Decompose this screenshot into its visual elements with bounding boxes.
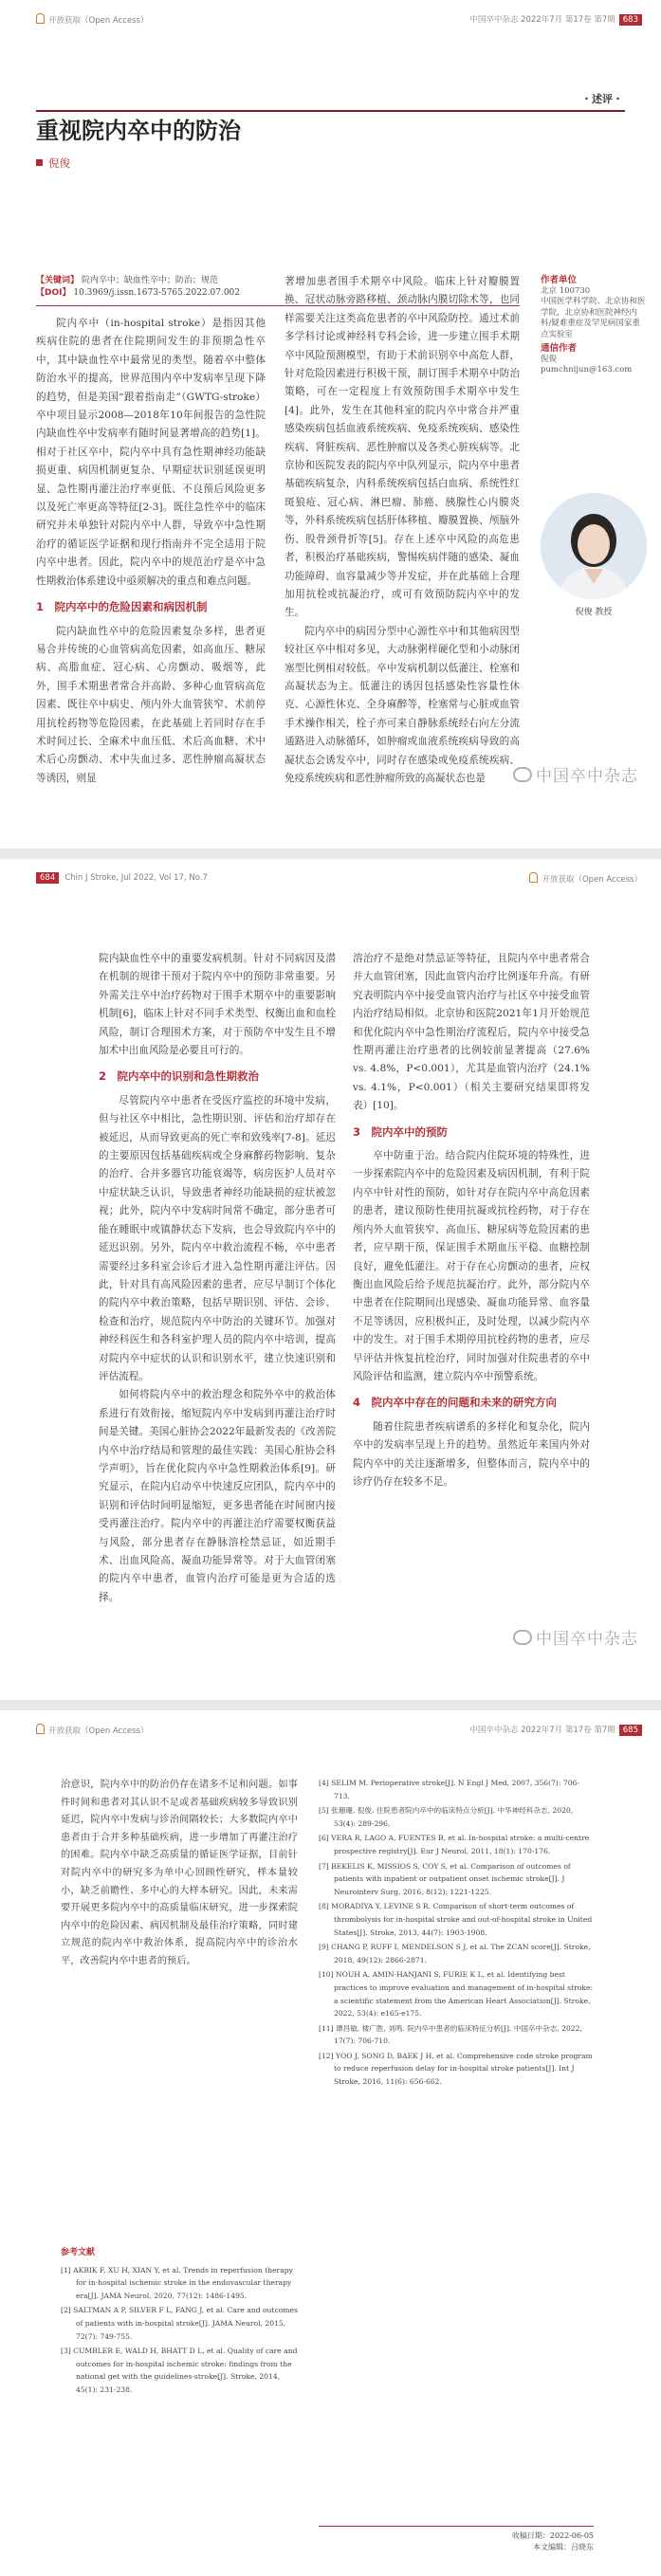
page-number: 683 [619, 14, 642, 26]
body-paragraph: 尽管院内卒中患者在受医疗监控的环境中发病，但与社区卒中相比，急性期识别、评估和治疗却存在被延迟，从而导致更高的死亡率和致残率[7-8]。延迟的主要原因包括基础疾病或全身麻醉药物影响、复杂的治疗、合并多器官功能衰竭等，病房医护人员对卒中症状缺乏认识，导致患者神经功能缺损的症状被忽视；此外，院内卒中发病时间常不确定，部分患者可能在睡眠中或镇静状态下发病，也会导致院内卒中的延迟识别。另外，院内卒中救治流程不畅，卒中患者需要经过多科室会诊后才进入急性期再灌注评估。因此，针对具有高风险因素的患者，应尽早制订个体化的院内卒中救治策略，包括早期识别、评估、会诊、检查和治疗，规范院内卒中防治的关键环节。加强对神经科医生和各科室护理人员的院内卒中培训，提高对院内卒中症状的认识和识别水平，建立快速识别和评估流程。 [99, 1094, 336, 1382]
reference-item: [10] NOUH A, AMIN-HANJANI S, FURIE K L, et al. Identifying best practices to improve evaluation and management of in-hospital stroke: a scientific statement from the American Heart Association[J]. Stroke, 2022, 53(4): e165-e175. [319, 1970, 594, 2019]
reference-item: [7] BEKELIS K, MISSIOS S, COY S, et al. Comparison of outcomes of patients with inpatient or outpatient onset ischemic stroke[J]. J Neurointerv Surg, 2016, 8(12): 1221-1225. [319, 1861, 571, 1896]
p1-left-block [36, 315, 266, 788]
p2-right-column [353, 950, 590, 1491]
article-footer [319, 2526, 594, 2553]
reference-item: [9] CHANG P, RUFF I, MENDELSON S J, et al. The ZCAN score[J]. Stroke, 2018, 49(12): 2866-2871. [319, 1943, 591, 1964]
keywords: 院内卒中；缺血性卒中；防治；规范 [81, 276, 218, 285]
page-number: 684 [36, 872, 59, 884]
keywords-label: 【关键词】 [36, 276, 80, 285]
references-left [61, 2247, 298, 2399]
body-paragraph: 院内缺血性卒中的危险因素复杂多样，患者更易合并传统的心血管病高危因素，如高血压、糖尿病、高脂血症、冠心病、心房颤动、吸烟等，此外，围手术期患者常合并高龄、多种心血管病高危因素、既往卒中病史、颅内外大血管狭窄、术前停用抗栓药物等危险因素，在此基础上若同时存在手术时间过长、全麻术中血压低、术后高血糖、术中术后心房颤动、术中失血过多、恶性肿瘤高凝状态等诱因，则显 [36, 625, 266, 784]
p2-left-column [99, 950, 336, 1607]
body-paragraph: 随着住院患者疾病谱系的多样化和复杂化，院内卒中的发病率呈现上升的趋势。虽然近年来国内外对院内卒中的关注逐渐增多，但整体而言，院内卒中的诊疗仍存在较多不足。 [353, 1420, 590, 1488]
article-title: 重视院内卒中的防治 [36, 118, 241, 144]
watermark-text: 中国卒中杂志 [536, 1630, 638, 1649]
reference-item: [2] SALTMAN A P, SILVER F L, FANG J, et al. Care and outcomes of patients with in-hospital stroke[J]. JAMA Neurol, 2015, 72(7): 749-755. [61, 2306, 298, 2341]
body-paragraph: 溶治疗不是绝对禁忌证等特征，且院内卒中患者常合并大血管闭塞，因此血管内治疗比例逐年升高。有研究表明院内卒中接受血管内治疗与社区卒中接受血管内治疗结局相似。北京协和医院2021年1月开始规范和优化院内卒中急性期治疗流程后，院内卒中接受急性期再灌注治疗患者的比例较前显著提高（27.6% vs. 4.8%，P<0.001），尤其是血管内治疗（24.1% vs. 4.1%，P<0.001）（相关主要研究结果即将发表）[10]。 [353, 953, 590, 1112]
doi[interactable]: 10.3969/j.issn.1673-5765.2022.07.002 [73, 288, 240, 298]
author-photo [541, 493, 647, 599]
body-paragraph: 卒中防重于治。结合院内住院环境的特殊性，进一步探索院内卒中的危险因素及病因机制，有利于院内卒中针对性的预防，如针对存在院内卒中高危因素的患者，建议预防性使用抗凝或抗栓药物，对于存在颅内外大血管狭窄、高血压、糖尿病等危险因素的患者，应早期干预，保证围手术期血压平稳、血糖控制良好，避免低灌注。对于存在心房颤动的患者，应权衡出血风险后给予规范抗凝治疗。此外，部分院内卒中患者在住院期间出现感染、凝血功能异常、血容量不足等诱因，应积极纠正，及时处理，以减少院内卒中的发生。对于围手术期停用抗栓药物的患者，应尽早评估并恢复抗栓治疗，同时加强对住院患者的卒中风险评估和监测，建立院内卒中预警系统。 [353, 1150, 590, 1382]
section-heading: 1 院内卒中的危险因素和病因机制 [36, 600, 208, 614]
references-right [319, 1777, 594, 2091]
reference-item: [3] CUMBLER E, WALD H, BHATT D L, et al. Quality of care and outcomes for in-hospital ischemic stroke: findings from the national get with the guidelines-stroke[J]. Stroke, 2014, 45(1): 231-238. [61, 2347, 298, 2394]
body-paragraph: 院内卒中的病因分型中心源性卒中和其他病因型较社区卒中相对多见，大动脉粥样硬化型和小动脉闭塞型比例相对较低。卒中发病机制以低灌注、栓塞和高凝状态为主。低灌注的诱因包括感染性容量性休克、心源性休克、全身麻醉等，栓塞常与心脏或血管手术操作相关，栓子亦可来自静脉系统经右向左分流通路进入动脉循环，如肿瘤或血液系统疾病导致的高凝状态会诱发卒中，同时存在感染或免疫系统疾病、免疫系统疾病和恶性肿瘤所致的高凝状态也是 [285, 625, 520, 784]
author-info: 北京 100730 中国医学科学院、北京协和医学院，北京协和医院神经内科/疑难重症及罕见病国家重点实验室 [541, 285, 646, 339]
header-right: 开放获取（Open Access） [542, 875, 642, 885]
received-date: 收稿日期：2022-06-05 [511, 2531, 594, 2540]
page-2 [0, 859, 661, 1700]
corr-title: 通信作者 [541, 343, 578, 354]
reference-item: [8] MORADIYA Y, LEVINE S R. Comparison of short-term outcomes of thrombolysis for in-hospital stroke and out-of-hospital stroke in United States[J]. Stroke, 2013, 44(7): 1903-1908. [319, 1902, 593, 1937]
editor-credit: 本文编辑：吕晓东 [533, 2543, 594, 2551]
reference-item: [4] SELIM M. Perioperative stroke[J]. N Engl J Med, 2007, 356(7): 706-713. [319, 1779, 579, 1800]
corr-name: 倪俊 [541, 354, 558, 364]
journal-watermark [513, 1625, 638, 1649]
p1-left-column [36, 315, 266, 788]
p3-paragraph: 治意识，院内卒中的防治仍存在诸多不足和问题。如事件时间和患者对其认识不足或者基础疾病较多导致识别延迟，院内卒中发病与诊治间隔较长；大多数院内卒中患者由于合并多种基础疾病，进一步增加了再灌注治疗的困难。院内卒中缺乏高质量的循证医学证据，目前针对院内卒中的研究多为单中心回顾性研究，样本量较小，缺乏前瞻性、多中心的大样本研究。因此，未来需要开展更多院内卒中的高质量临床研究，进一步探索院内卒中的危险因素、病因机制及最佳治疗策略，同时建立规范的院内卒中救治体系，提高院内卒中的诊治水平，改善院内卒中患者的预后。 [61, 1780, 298, 1966]
reference-item: [1] AKBIK F, XU H, XIAN Y, et al. Trends in reperfusion therapy for in-hospital ischemic stroke in the endovascular therapy era[J]. JAMA Neurol, 2020, 77(12): 1486-1495. [61, 2265, 293, 2300]
watermark-text: 中国卒中杂志 [536, 767, 638, 786]
reference-item: [6] VERA R, LAGO A, FUENTES B, et al. In-hospital stroke: a multi-centre prospective registry[J]. Eur J Neurol, 2011, 18(1): 170-176. [319, 1834, 590, 1855]
page-1 [0, 0, 661, 849]
wechat-icon [513, 1630, 532, 1645]
author-info-title: 作者单位 [541, 275, 578, 285]
body-paragraph: 如何将院内卒中的救治理念和院外卒中的救治体系进行有效衔接，缩短院内卒中发病到再灌注治疗时间是关键。美国心脏协会2022年最新发表的《改善院内卒中治疗结局和管理的最佳实践：美国心脏协会科学声明》，旨在优化院内卒中急性期救治体系[9]。研究显示，在院内启动卒中快速反应团队，院内卒中的识别和评估时间明显缩短，更多患者能在时间窗内接受再灌注治疗。院内卒中的再灌注治疗需要权衡获益与风险，部分患者存在静脉溶栓禁忌证，如近期手术、出血风险高、凝血功能异常等。对于大血管闭塞的院内卒中患者，血管内治疗可能是更为合适的选择。 [99, 1389, 336, 1603]
wechat-icon [513, 767, 532, 782]
author-line [36, 155, 70, 171]
open-access-icon [529, 872, 538, 883]
square-bullet-icon [36, 159, 43, 166]
reference-item: [11] 谭昌敏, 楼广胜, 刘鸣. 院内卒中患者的临床特征分析[J]. 中国卒中杂志, 2022, 17(7): 706-710. [319, 2023, 582, 2046]
reference-item: [5] 张珊珊, 倪俊. 住院患者院内卒中的临床特点分析[J]. 中华神经科杂志, 2020, 53(4): 289-296. [319, 1806, 574, 1828]
author-name: 倪俊 [48, 156, 70, 170]
person-portrait-icon [541, 493, 647, 599]
reference-item: [12] YOO J, SONG D, BAEK J H, et al. Comprehensive code stroke program to reduce reperfusion delay for in-hospital stroke patients[J]. Int J Stroke, 2016, 11(6): 656-662. [319, 2051, 593, 2087]
header-left: Chin J Stroke, Jul 2022, Vol 17, No.7 [64, 873, 208, 883]
references-title: 参考文献 [61, 2248, 96, 2257]
open-access-icon [36, 1724, 45, 1734]
header-right: 中国卒中杂志 2022年7月 第17卷 第7期 [469, 15, 615, 25]
header-left: 开放获取（Open Access） [48, 1726, 149, 1736]
p3-left-column [61, 1777, 298, 1971]
author-sidebar [541, 275, 647, 376]
journal-watermark [513, 762, 638, 786]
section-heading: 4 院内卒中存在的问题和未来的研究方向 [353, 1396, 557, 1410]
page-3 [0, 1710, 661, 2576]
section-tag: ・述评・ [581, 93, 623, 105]
photo-caption: 倪俊 教授 [575, 608, 613, 617]
body-paragraph: 院内缺血性卒中的重要发病机制。针对不同病因及潜在机制的规律干预对于院内卒中的预防非常重要。另外需关注卒中治疗药物对于围手术期卒中的重要影响机制[6]，临床上针对不同手术类型、权衡出血和血栓风险，制订合理围术方案，对于预防卒中发生且不增加术中出血风险是必要且可行的。 [99, 953, 336, 1057]
section-heading: 2 院内卒中的识别和急性期救治 [99, 1069, 259, 1084]
page-number: 685 [619, 1725, 642, 1736]
header-left: 开放获取（Open Access） [48, 16, 149, 26]
body-paragraph: 著增加患者围手术期卒中风险。临床上针对瓣膜置换、冠状动脉旁路移植、颈动脉内膜切除术等，也同样需要关注这类高危患者的卒中风险防控。通过术前多学科讨论或神经科专科会诊，进一步建立围手术期卒中风险预测模型，有助于术前识别卒中高危人群，针对危险因素进行积极干预，制订围手术期卒中防治策略，可在一定程度上有效预防围手术期卒中发生[4]。此外，发生在其他科室的院内卒中常合并严重感染疾病包括血液系统疾病、免疫系统疾病、感染性疾病、肾脏疾病、恶性肿瘤以及各类心脏疾病等。北京协和医院发表的院内卒中队列显示，院内卒中患者基础疾病复杂，内科系统疾病包括白血病、系统性红斑狼疮、冠心病、淋巴瘤、肺癌、胰腺性心内膜炎等，外科系统疾病包括肝体移植、瓣膜置换、颅脑外伤、股骨颈骨折等[5]。存在上述卒中风险的高危患者，积极治疗基础疾病，警惕疾病伴随的感染、凝血功能障碍、血容量减少等并发症，并在此基础上合理加用抗栓或抗凝治疗，或可有效预防院内卒中的发生。 [285, 276, 520, 619]
header-right: 中国卒中杂志 2022年7月 第17卷 第7期 [469, 1726, 615, 1735]
keywords-block [36, 275, 240, 300]
doi-label: 【DOI】 [36, 288, 71, 298]
body-paragraph: 院内卒中（in-hospital stroke）是指因其他疾病住院的患者在住院期间发生的非预期急性卒中，其中缺血性卒中最常见的类型。随着卒中整体防治水平的提高，世界范围内卒中发病率呈现下降的趋势，但是美国“跟着指南走”（GWTG-stroke）卒中项目显示2008—2018年10年间报告的急性院内缺血性卒中发病率有随时间显著增高的趋势[1]。相对于社区卒中，院内卒中具有急性期神经功能缺损更重、病因机制更复杂、早期症状识别延误更明显、急性期再灌注治疗率更低、不良预后风险更多以及死亡率更高等特征[2-3]。既往急性卒中的临床研究并未单独针对院内卒中人群，导致卒中急性期治疗的循证医学证据和现行指南并不完全适用于院内卒中患者。因此，院内卒中的规范治疗是卒中急性期救治体系建设中亟须解决的重点和难点问题。 [36, 318, 266, 587]
p1-right-column [285, 273, 520, 788]
corr-email[interactable]: pumchnijun@163.com [541, 365, 633, 375]
section-heading: 3 院内卒中的预防 [353, 1124, 449, 1139]
open-access-icon [36, 13, 45, 24]
